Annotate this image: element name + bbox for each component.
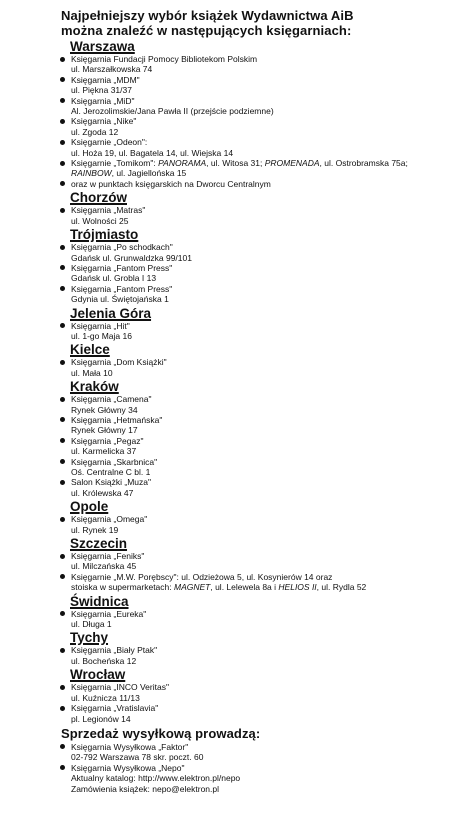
city-name: Świdnica xyxy=(70,593,129,609)
list-item xyxy=(61,457,454,478)
entry-line xyxy=(71,645,454,655)
list-item xyxy=(61,703,454,724)
entry-text: Gdynia ul. Świętojańska 1 xyxy=(71,294,169,305)
entry-text-italic: PROMENADA xyxy=(264,158,320,169)
entry-line xyxy=(71,561,454,571)
entry-line xyxy=(71,693,454,703)
entry-line xyxy=(71,216,454,226)
bullet-icon xyxy=(60,517,65,522)
bullet-icon xyxy=(60,265,65,270)
city-name: Chorzów xyxy=(70,190,127,206)
entry-text: ul. Kuźnicza 11/13 xyxy=(71,692,140,703)
entry-text: , ul. Rydla 52 xyxy=(316,582,367,593)
entry-text-italic: MAGNET xyxy=(173,582,211,593)
list-item xyxy=(61,75,454,96)
heading-line-1: Najpełniejszy wybór książek Wydawnictwa AiB xyxy=(61,8,354,23)
bullet-icon xyxy=(60,554,65,559)
list-item xyxy=(61,572,454,593)
entry-line xyxy=(71,752,454,762)
entry-line xyxy=(71,85,454,95)
bullet-icon xyxy=(60,208,65,213)
bullet-icon xyxy=(60,574,65,579)
city-name: Kraków xyxy=(70,379,119,395)
list-item xyxy=(61,357,454,378)
entry-line xyxy=(71,273,454,283)
bullet-icon xyxy=(60,438,65,443)
bullet-icon xyxy=(60,397,65,402)
entry-line xyxy=(71,582,454,592)
entry-line xyxy=(71,619,454,629)
entry-line xyxy=(71,64,454,74)
store-list xyxy=(61,357,454,378)
entry-line xyxy=(71,467,454,477)
city-section xyxy=(61,594,454,630)
city-section xyxy=(61,667,454,724)
entry-text: Al. Jerozolimskie/Jana Pawła II (przejście podziemne) xyxy=(71,106,274,117)
list-item xyxy=(61,284,454,305)
entry-text: Księgarnia „MDM" xyxy=(71,74,140,85)
entry-text: Gdańsk ul. Grunwaldzka 99/101 xyxy=(71,252,192,263)
list-item xyxy=(61,415,454,436)
entry-text: Księgarnia „Fantom Press" xyxy=(71,283,173,294)
entry-text: ul. Marszałkowska 74 xyxy=(71,64,153,75)
entry-line xyxy=(71,263,454,273)
list-item xyxy=(61,179,454,189)
entry-text: Księgarnia „Nike" xyxy=(71,116,137,127)
entry-line xyxy=(71,742,454,752)
entry-text: Księgarnia „Hetmańska" xyxy=(71,414,163,425)
entry-line xyxy=(71,242,454,252)
entry-text: Salon Książki „Muza" xyxy=(71,477,152,488)
entry-text: Księgarnie „M.W. Porębscy": ul. Odzieżowa 5, ul. Kosynierów 14 oraz xyxy=(71,571,333,582)
entry-text-italic: RAINBOW xyxy=(71,168,112,179)
store-list xyxy=(61,514,454,535)
entry-text: ul. Królewska 47 xyxy=(71,487,134,498)
city-name: Jelenia Góra xyxy=(70,305,152,321)
entry-line xyxy=(71,127,454,137)
list-item xyxy=(61,96,454,117)
bullet-icon xyxy=(60,57,65,62)
entry-line xyxy=(71,425,454,435)
entry-line xyxy=(71,116,454,126)
city-section xyxy=(61,342,454,378)
bullet-icon xyxy=(60,161,65,166)
bullet-icon xyxy=(60,417,65,422)
list-item xyxy=(61,158,454,179)
bullet-icon xyxy=(60,480,65,485)
entry-text: ul. Mała 10 xyxy=(71,367,113,378)
entry-text: Księgarnia „Eureka" xyxy=(71,608,147,619)
entry-text: Rynek Główny 34 xyxy=(71,404,138,415)
entry-text: ul. Wolności 25 xyxy=(71,215,129,226)
store-list xyxy=(61,242,454,304)
store-list xyxy=(61,394,454,498)
entry-text: ul. Hoża 19, ul. Bagatela 14, ul. Wiejska 14 xyxy=(71,147,234,158)
entry-text: , ul. Ostrobramska 75a; xyxy=(319,158,408,169)
bullet-icon xyxy=(60,744,65,749)
entry-text: Oś. Centralne C bl. 1 xyxy=(71,467,151,477)
entry-line xyxy=(71,656,454,666)
city-section xyxy=(61,379,454,498)
bullet-icon xyxy=(60,459,65,464)
entry-text: 02-792 Warszawa 78 skr. poczt. 60 xyxy=(71,752,204,763)
entry-line xyxy=(71,321,454,331)
entry-line xyxy=(71,446,454,456)
bullet-icon xyxy=(60,181,65,186)
bullet-icon xyxy=(60,245,65,250)
entry-text: Księgarnia „Fantom Press" xyxy=(71,262,173,273)
store-list xyxy=(61,54,454,189)
list-item xyxy=(61,54,454,75)
city-section xyxy=(61,630,454,666)
entry-text: Księgarnia „Camena" xyxy=(71,394,152,405)
entry-line xyxy=(71,514,454,524)
entry-line xyxy=(71,137,454,147)
entry-text: Księgarnia Wysyłkowa „Nepo" xyxy=(71,762,185,773)
entry-line xyxy=(71,54,454,64)
entry-line xyxy=(71,488,454,498)
entry-line xyxy=(71,253,454,263)
entry-text: ul. Rynek 19 xyxy=(71,524,119,535)
mail-order-heading: Sprzedaż wysyłkową prowadzą: xyxy=(61,725,261,741)
entry-line xyxy=(71,609,454,619)
entry-text: Księgarnia „Pegaz" xyxy=(71,435,144,446)
mail-order-info-line: Aktualny katalog: http://www.elektron.pl/nepo xyxy=(71,773,241,784)
city-section xyxy=(61,499,454,535)
entry-text: Księgarnia „Vratislavia" xyxy=(71,703,159,714)
list-item xyxy=(61,477,454,498)
entry-text: Księgarnie „Odeon": xyxy=(71,137,148,148)
city-section xyxy=(61,306,454,342)
entry-text: , ul. Jagiellońska 15 xyxy=(111,168,187,179)
list-item xyxy=(61,321,454,342)
entry-text: Gdańsk ul. Grobla I 13 xyxy=(71,273,157,284)
entry-line xyxy=(71,205,454,215)
entry-line xyxy=(71,331,454,341)
entry-line xyxy=(71,368,454,378)
entry-line xyxy=(71,525,454,535)
entry-line xyxy=(71,179,454,189)
entry-text: pl. Legionów 14 xyxy=(71,713,131,724)
mail-order-list xyxy=(61,742,454,773)
entry-line xyxy=(71,457,454,467)
entry-text: oraz w punktach księgarskich na Dworcu Centralnym xyxy=(71,178,271,189)
store-list xyxy=(61,321,454,342)
entry-text: ul. Piękna 31/37 xyxy=(71,85,132,96)
entry-line xyxy=(71,436,454,446)
entry-text: Księgarnia „Po schodkach" xyxy=(71,242,173,253)
bullet-icon xyxy=(60,323,65,328)
heading-line-2: można znaleźć w następujących księgarniach: xyxy=(61,23,352,38)
list-item xyxy=(61,263,454,284)
bullet-icon xyxy=(60,360,65,365)
store-list xyxy=(61,551,454,593)
entry-line xyxy=(71,96,454,106)
main-heading xyxy=(61,8,454,38)
bullet-icon xyxy=(60,765,65,770)
entry-text-italic: HELIOS II xyxy=(278,582,317,593)
bullet-icon xyxy=(60,77,65,82)
entry-line xyxy=(71,551,454,561)
list-item xyxy=(61,763,454,773)
bullet-icon xyxy=(60,140,65,145)
entry-line xyxy=(71,394,454,404)
entry-line xyxy=(71,714,454,724)
city-name: Szczecin xyxy=(70,536,128,552)
entry-line xyxy=(71,75,454,85)
city-name: Trójmiasto xyxy=(70,227,139,243)
entry-text: Księgarnia Fundacji Pomocy Bibliotekom Polskim xyxy=(71,54,258,64)
entry-text: ul. Milczańska 45 xyxy=(71,561,137,572)
list-item xyxy=(61,742,454,763)
entry-text: Księgarnia Wysyłkowa „Faktor" xyxy=(71,741,189,752)
list-item xyxy=(61,551,454,572)
entry-text: ul. Długa 1 xyxy=(71,619,112,630)
entry-line xyxy=(71,763,454,773)
store-list xyxy=(61,609,454,630)
entry-line xyxy=(71,106,454,116)
entry-text: Księgarnia „Feniks" xyxy=(71,551,145,562)
entry-text: Księgarnia „Omega" xyxy=(71,514,148,525)
city-name: Tychy xyxy=(70,630,109,646)
entry-text: Księgarnia „MiD" xyxy=(71,95,135,106)
entry-line xyxy=(71,148,454,158)
list-item xyxy=(61,436,454,457)
list-item xyxy=(61,116,454,137)
city-sections xyxy=(61,39,454,724)
entry-text: ul. Zgoda 12 xyxy=(71,126,119,137)
entry-text: ul. 1-go Maja 16 xyxy=(71,330,132,341)
entry-text: Księgarnie „Tomikom": xyxy=(71,158,159,169)
entry-text: Księgarnia „Matras" xyxy=(71,205,146,216)
city-name: Warszawa xyxy=(70,39,135,54)
entry-text: Księgarnia „Skarbnica" xyxy=(71,456,158,467)
entry-text: ul. Bocheńska 12 xyxy=(71,655,137,666)
bullet-icon xyxy=(60,706,65,711)
store-list xyxy=(61,205,454,226)
list-item xyxy=(61,682,454,703)
list-item xyxy=(61,242,454,263)
list-item xyxy=(61,394,454,415)
entry-text: Rynek Główny 17 xyxy=(71,425,138,436)
city-name: Wrocław xyxy=(70,667,126,683)
entry-text: Księgarnia „Dom Książki" xyxy=(71,357,167,368)
entry-line xyxy=(71,572,454,582)
mail-order-section xyxy=(61,726,454,794)
entry-line xyxy=(71,294,454,304)
bullet-icon xyxy=(60,286,65,291)
entry-text-italic: PANORAMA xyxy=(158,158,207,169)
city-section xyxy=(61,536,454,593)
entry-text: , ul. Lelewela 8a i xyxy=(210,582,279,593)
city-name: Opole xyxy=(70,499,109,515)
bullet-icon xyxy=(60,685,65,690)
entry-text: Księgarnia „Biały Ptak" xyxy=(71,645,158,656)
entry-line xyxy=(71,405,454,415)
entry-line xyxy=(71,703,454,713)
city-section xyxy=(61,39,454,189)
list-item xyxy=(61,205,454,226)
city-section xyxy=(61,190,454,226)
entry-text: Księgarnia „INCO Veritas" xyxy=(71,682,169,693)
entry-line xyxy=(71,168,454,178)
city-name: Kielce xyxy=(70,342,110,358)
mail-order-extra xyxy=(61,773,454,794)
bullet-icon xyxy=(60,611,65,616)
entry-line xyxy=(71,284,454,294)
store-list xyxy=(61,682,454,724)
bullet-icon xyxy=(60,98,65,103)
bullet-icon xyxy=(60,119,65,124)
city-section xyxy=(61,227,454,304)
entry-line xyxy=(71,682,454,692)
entry-text: , ul. Witosa 31; xyxy=(206,158,265,169)
list-item xyxy=(61,137,454,158)
entry-line xyxy=(71,158,454,168)
mail-order-info-line: Zamówienia książek: nepo@elektron.pl xyxy=(71,783,220,794)
list-item xyxy=(61,609,454,630)
store-list xyxy=(61,645,454,666)
entry-line xyxy=(71,357,454,367)
entry-text: stoiska w supermarketach: xyxy=(71,582,174,593)
entry-text: Księgarnia „Hit" xyxy=(71,320,130,331)
list-item xyxy=(61,514,454,535)
list-item xyxy=(61,645,454,666)
entry-line xyxy=(71,477,454,487)
bullet-icon xyxy=(60,648,65,653)
entry-text: ul. Karmelicka 37 xyxy=(71,446,137,457)
entry-line xyxy=(71,415,454,425)
